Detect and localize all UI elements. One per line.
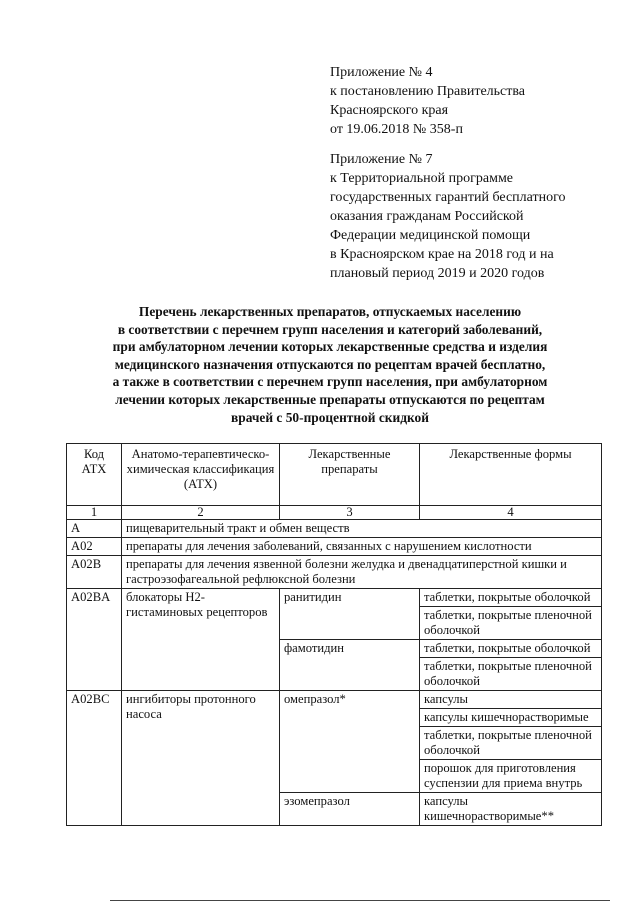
header-forms: Лекарственные формы xyxy=(420,444,602,506)
title-line: врачей с 50-процентной скидкой xyxy=(231,409,429,425)
appendix-line: плановый период 2019 и 2020 годов xyxy=(330,266,545,281)
appendix-line: Федерации медицинской помощи xyxy=(330,228,531,243)
drug-name: ранитидин xyxy=(280,589,420,640)
drug-list-table xyxy=(66,443,602,826)
appendix-line: к Территориальной программе xyxy=(330,171,514,186)
title-line: в соответствии с перечнем групп населения и категорий заболеваний, xyxy=(117,321,543,337)
table-row xyxy=(67,589,602,607)
row-group-name: препараты для лечения заболеваний, связанных с нарушением кислотности xyxy=(122,538,602,556)
appendix-line: к постановлению Правительства xyxy=(330,84,526,99)
appendix-7-reference xyxy=(330,150,566,283)
appendix-line: Приложение № 4 xyxy=(330,65,433,80)
drug-form: таблетки, покрытые оболочкой xyxy=(420,640,602,658)
table-row xyxy=(67,520,602,538)
appendix-line: от 19.06.2018 № 358-п xyxy=(330,122,463,137)
row-code: A xyxy=(67,520,122,538)
row-code: A02 xyxy=(67,538,122,556)
appendix-line: государственных гарантий бесплатного xyxy=(330,190,566,205)
page-bottom-rule xyxy=(110,900,610,901)
title-line: медицинского назначения отпускаются по рецептам врачей бесплатно, xyxy=(114,356,546,372)
drug-form: капсулы кишечнорастворимые** xyxy=(420,793,602,826)
col-number: 2 xyxy=(122,506,280,520)
appendix-line: Приложение № 7 xyxy=(330,152,433,167)
appendix-line: Красноярского края xyxy=(330,103,449,118)
row-code: A02B xyxy=(67,556,122,589)
drug-form: таблетки, покрытые пленочной оболочкой xyxy=(420,607,602,640)
row-group-name: препараты для лечения язвенной болезни желудка и двенадцатиперстной кишки и гастроэзофагеальной рефлюксной болезни xyxy=(122,556,602,589)
table-row xyxy=(67,538,602,556)
row-code: A02BC xyxy=(67,691,122,826)
drug-name: омепразол* xyxy=(280,691,420,793)
col-number: 3 xyxy=(280,506,420,520)
header-atc: Анатомо-терапевтическо-химическая классификация (АТХ) xyxy=(122,444,280,506)
table-row xyxy=(67,556,602,589)
drug-form: таблетки, покрытые пленочной оболочкой xyxy=(420,727,602,760)
appendix-4-reference xyxy=(330,63,525,139)
table-row xyxy=(67,691,602,709)
row-code: A02BA xyxy=(67,589,122,691)
title-line: Перечень лекарственных препаратов, отпускаемых населению xyxy=(138,304,522,319)
row-atc-group: ингибиторы протонного насоса xyxy=(122,691,280,826)
row-group-name: пищеварительный тракт и обмен веществ xyxy=(122,520,602,538)
appendix-line: оказания гражданам Российской xyxy=(330,209,524,224)
col-number: 4 xyxy=(420,506,602,520)
appendix-line: в Красноярском крае на 2018 год и на xyxy=(330,247,554,262)
row-atc-group: блокаторы H2-гистаминовых рецепторов xyxy=(122,589,280,691)
header-drugs: Лекарственные препараты xyxy=(280,444,420,506)
title-line: при амбулаторном лечении которых лекарственные средства и изделия xyxy=(112,339,548,355)
header-code: Код АТХ xyxy=(67,444,122,506)
column-number-row xyxy=(67,506,602,520)
table-header-row xyxy=(67,444,602,506)
drug-name: фамотидин xyxy=(280,640,420,691)
drug-name: эзомепразол xyxy=(280,793,420,826)
drug-form: таблетки, покрытые пленочной оболочкой xyxy=(420,658,602,691)
drug-form: таблетки, покрытые оболочкой xyxy=(420,589,602,607)
document-title xyxy=(60,303,600,426)
drug-form: порошок для приготовления суспензии для приема внутрь xyxy=(420,760,602,793)
title-line: лечении которых лекарственные препараты отпускаются по рецептам xyxy=(115,391,545,407)
col-number: 1 xyxy=(67,506,122,520)
drug-form: капсулы xyxy=(420,691,602,709)
title-line: а также в соответствии с перечнем групп населения, при амбулаторном xyxy=(112,374,548,390)
drug-form: капсулы кишечнорастворимые xyxy=(420,709,602,727)
